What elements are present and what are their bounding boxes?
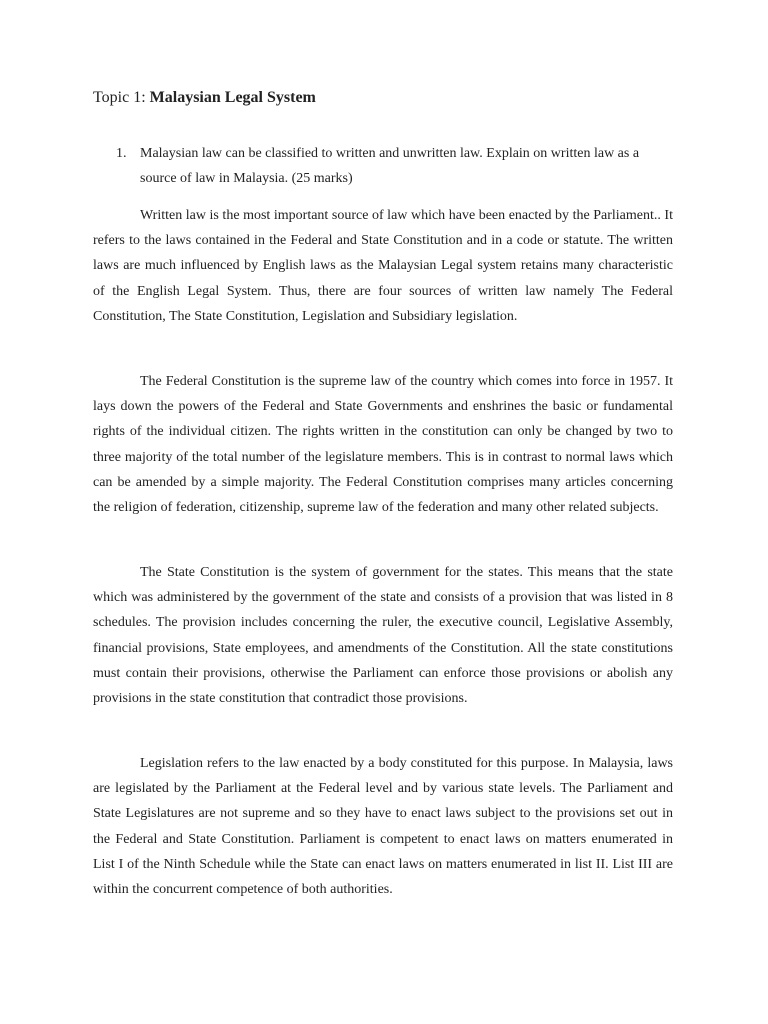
question-number: 1.: [116, 146, 127, 161]
paragraph-written-law: Written law is the most important source of law which have been enacted by the Parliament.. It refers to the laws contained in the Federal and State Constitution and in a code or statute. The written laws are much influenced by English laws as the Malaysian Legal system retains many characteristic of the English Legal System. Thus, there are four sources of written law namely The Federal Constitution, The State Constitution, Legislation and Subsidiary legislation.: [93, 208, 673, 324]
title-prefix: Topic 1:: [93, 89, 150, 106]
paragraph-legislation: Legislation refers to the law enacted by a body constituted for this purpose. In Malaysia, laws are legislated by the Parliament at the Federal level and by various state levels. The Parliament and State Legislatures are not supreme and so they have to enact laws subject to the provisions set out in the Federal and State Constitution. Parliament is competent to enact laws on matters enumerated in List I of the Ninth Schedule while the State can enact laws on matters enumerated in list II. List III are within the concurrent competence of both authorities.: [93, 756, 673, 898]
question-text: Malaysian law can be classified to written and unwritten law. Explain on written law as a source of law in Malaysia. (25 marks): [140, 146, 640, 186]
title-main: Malaysian Legal System: [149, 89, 316, 106]
question-item: [116, 141, 676, 191]
paragraph-state-constitution: The State Constitution is the system of government for the states. This means that the state which was administered by the government of the state and consists of a provision that was listed in 8 schedules. The provision includes concerning the ruler, the executive council, Legislative Assembly, financial provisions, State employees, and amendments of the Constitution. All the state constitutions must contain their provisions, otherwise the Parliament can enforce those provisions or abolish any provisions in the state constitution that contradict those provisions.: [93, 565, 673, 707]
paragraph-federal-constitution: The Federal Constitution is the supreme law of the country which comes into force in 1957. It lays down the powers of the Federal and State Governments and enshrines the basic or fundamental rights of the individual citizen. The rights written in the constitution can only be changed by two to three majority of the total number of the legislature members. This is in contrast to normal laws which can be amended by a simple majority. The Federal Constitution comprises many articles concerning the religion of federation, citizenship, supreme law of the federation and many other related subjects.: [93, 374, 673, 516]
page-title: [93, 88, 316, 108]
